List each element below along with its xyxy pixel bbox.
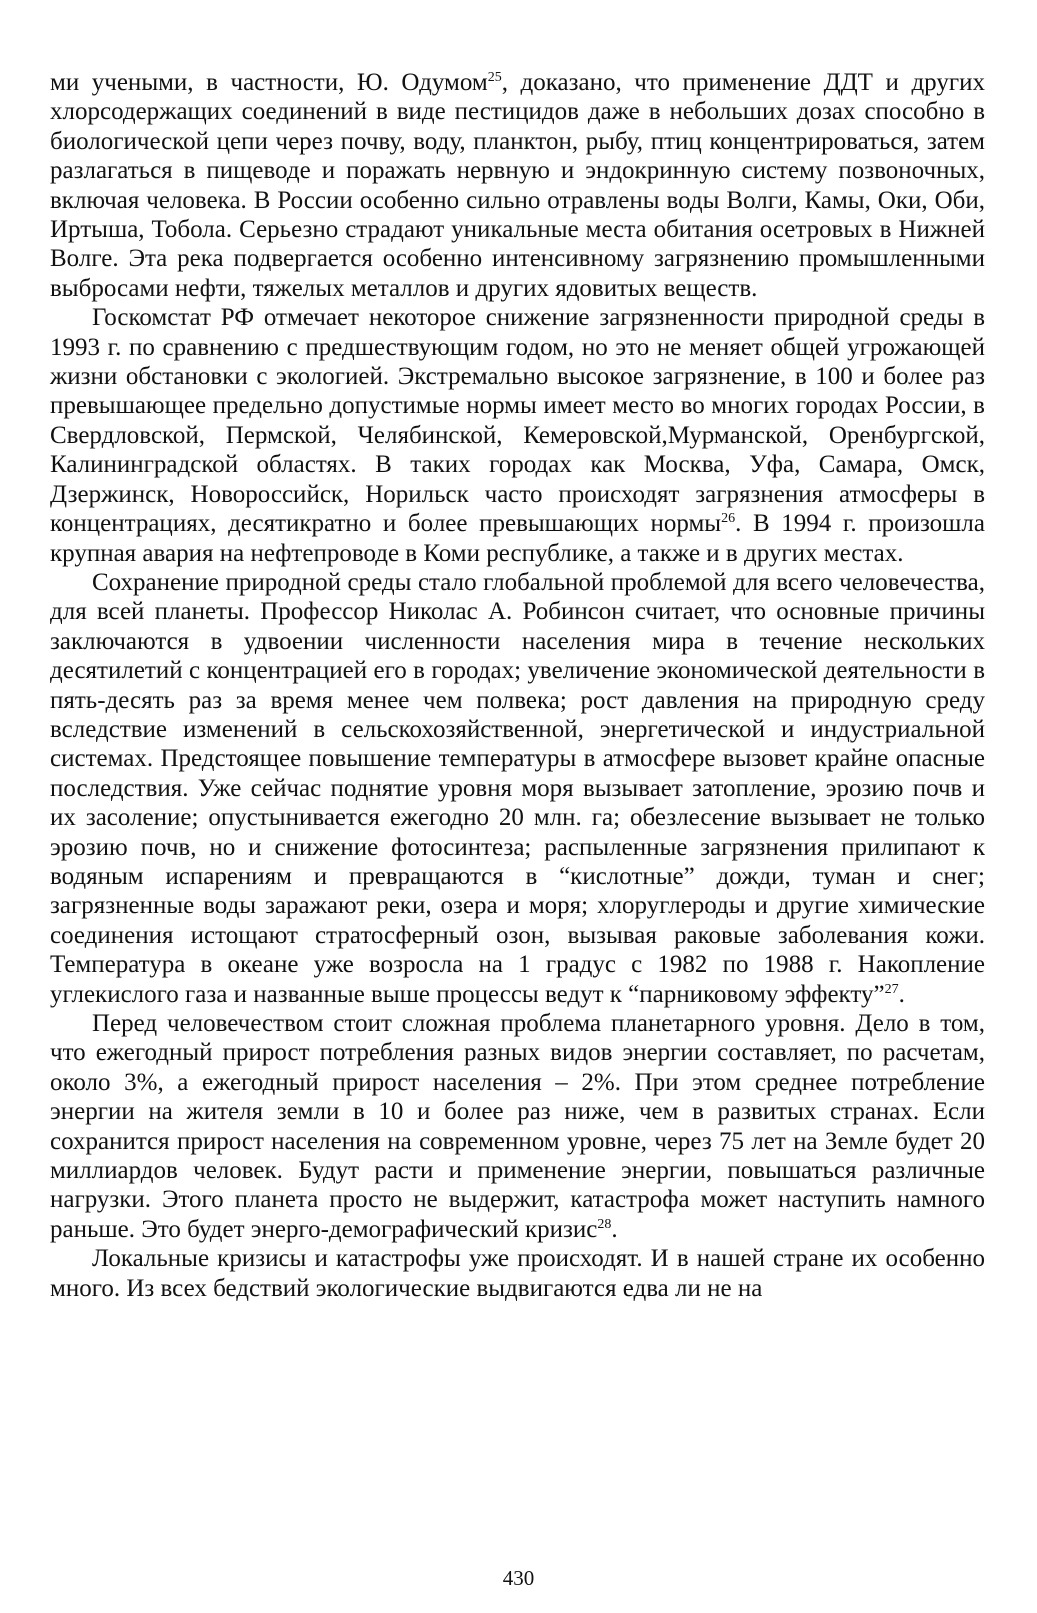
paragraph-text: Перед человечеством стоит сложная проблема планетарного уровня. Дело в том, что ежегодный прирост потребления разных видов энергии составляет, по расчетам, около 3%, а ежегодный прирост населения – 2%. При этом среднее потребление энергии на жителя земли в 10 и более раз ниже, чем в развитых странах. Если сохранится прирост населения на современном уровне, через 75 лет на Земле будет 20 миллиардов человек. Будут расти и применение энергии, повышаться различные нагрузки. Этого планета просто не выдержит, катастрофа может наступить намного раньше. Это будет энерго-демографический кризис (50, 1010, 985, 1243)
footnote-ref: 25 (487, 70, 502, 85)
page-number: 430 (502, 1566, 535, 1590)
paragraph-text-after: . (898, 980, 905, 1008)
paragraph-4 (50, 1009, 985, 1244)
paragraph-text: Сохранение природной среды стало глобальной проблемой для всего человечества, для всей планеты. Профессор Николас А. Робинсон считает, что основные причины заключаются в удвоении численности населения мира в течение нескольких десятилетий с концентрацией его в городах; увеличение экономической деятельности в пять-десять раз за время менее чем полвека; рост давления на природную среду вследствие изменений в сельскохозяйственной, энергетической и индустриальной системах. Предстоящее повышение температуры в атмосфере вызовет крайне опасные последствия. Уже сейчас поднятие уровня моря вызывает затопление, эрозию почв и их засоление; опустынивается ежегодно 20 млн. га; обезлесение вызывает не только эрозию почв, но и снижение фотосинтеза; распыленные загрязнения прилипают к водяным испарениям и превращаются в “кислотные” дожди, туман и снег; загрязненные воды заражают реки, озера и моря; хлоруглероды и другие химические соединения истощают стратосферный озон, вызывая раковые заболевания кожи. Температура в океане уже возросла на 1 градус с 1982 по 1988 г. Накопление углекислого газа и названные выше процессы ведут к “парниковому эффекту” (50, 568, 985, 1008)
paragraph-text-after: , доказано, что применение ДДТ и других хлорсодержащих соединений в виде пестицидов даже в небольших дозах способно в биологической цепи через почву, воду, планктон, рыбу, птиц концентрироваться, затем разлагаться в пищеводе и поражать нервную и эндокринную систему позвоночных, включая человека. В России особенно сильно отравлены воды Волги, Камы, Оки, Оби, Иртыша, Тобола. Серьезно страдают уникальные места обитания осетровых в Нижней Волге. Эта река подвергается особенно интенсивному загрязнению промышленными выбросами нефти, тяжелых металлов и других ядовитых веществ. (50, 69, 985, 302)
paragraph-text: Локальные кризисы и катастрофы уже происходят. И в нашей стране их особенно много. Из всех бедствий экологические выдвигаются едва ли не на (50, 1245, 985, 1302)
paragraph-text: Госкомстат РФ отмечает некоторое снижение загрязненности природной среды в 1993 г. по сравнению с предшествующим годом, но это не меняет общей угрожающей жизни обстановки с экологией. Экстремально высокое загрязнение, в 100 и более раз превышающее предельно допустимые нормы имеет место во многих городах России, в Свердловской, Пермской, Челябинской, Кемеровской,Мурманской, Оренбургской, Калининградской областях. В таких городах как Москва, Уфа, Самара, Омск, Дзержинск, Новороссийск, Норильск часто происходят загрязнения атмосферы в концентрациях, десятикратно и более превышающих нормы (50, 304, 985, 538)
paragraph-5 (50, 1244, 985, 1303)
footnote-ref: 26 (721, 511, 736, 527)
paragraph-2 (50, 303, 985, 568)
paragraph-text-after: . (611, 1215, 618, 1243)
paragraph-3 (50, 568, 985, 1009)
paragraph-text-after: . В 1994 г. произошла крупная авария на нефтепроводе в Коми республике, а также и в других местах. (50, 510, 986, 567)
footnote-ref: 27 (884, 981, 899, 997)
page-body (50, 68, 985, 1303)
footnote-ref: 28 (597, 1216, 612, 1232)
paragraph-text: ми учеными, в частности, Ю. Одумом (50, 69, 488, 96)
paragraph-1 (50, 68, 985, 303)
